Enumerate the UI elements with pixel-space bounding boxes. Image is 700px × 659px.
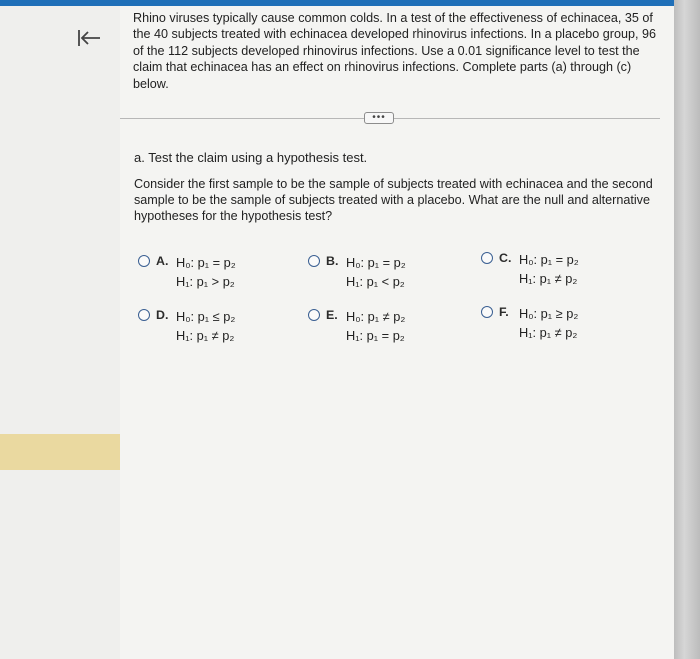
option-e-letter: E. [326,308,338,322]
back-to-first-button[interactable] [74,26,104,50]
radio-e[interactable] [308,309,320,321]
option-e-hypotheses [346,307,405,345]
first-page-arrow-icon [76,28,102,48]
option-c-letter: C. [499,251,512,265]
option-f-hypotheses [519,304,578,342]
option-b-hypotheses [346,253,406,291]
radio-f[interactable] [481,306,493,318]
option-f-h1: H₁: p₁ ≠ p₂ [519,325,578,340]
radio-a[interactable] [138,255,150,267]
right-bezel [674,0,700,659]
option-a-hypotheses [176,253,236,291]
radio-d[interactable] [138,309,150,321]
option-f[interactable] [481,304,578,342]
option-a-h0: H₀: p₁ = p₂ [176,255,236,270]
option-c-h1: H₁: p₁ ≠ p₂ [519,271,578,286]
option-e[interactable] [308,307,405,345]
part-a-prompt: Consider the first sample to be the sample of subjects treated with echinacea and the second sample to be the sample of subjects treated with a placebo. What are the null and alternative hypotheses for the hypothesis test? [134,177,653,223]
option-b-letter: B. [326,254,339,268]
left-rail [0,6,120,659]
option-a-h1: H₁: p₁ > p₂ [176,274,235,289]
rail-highlight [0,434,120,470]
option-f-h0: H₀: p₁ ≥ p₂ [519,306,579,321]
option-b-h0: H₀: p₁ = p₂ [346,255,406,270]
part-a-label: a. Test the claim using a hypothesis test. [134,150,368,165]
option-a[interactable] [138,253,236,291]
option-d-hypotheses [176,307,235,345]
option-c-hypotheses [519,250,579,288]
question-text: Rhino viruses typically cause common colds. In a test of the effectiveness of echinacea, 35 of the 40 subjects treated with echinacea developed rhinovirus infections. In a placebo group, 96 of the 112 subjects developed rhinovirus infections. Use a 0.01 significance level to test the claim that echinacea has an effect on rhinovirus infections. Complete parts (a) through (c) below. [133,11,656,91]
radio-c[interactable] [481,252,493,264]
option-f-letter: F. [499,305,509,319]
option-e-h1: H₁: p₁ = p₂ [346,328,405,343]
option-d[interactable] [138,307,235,345]
option-b-h1: H₁: p₁ < p₂ [346,274,405,289]
option-d-h0: H₀: p₁ ≤ p₂ [176,309,236,324]
option-c-h0: H₀: p₁ = p₂ [519,252,579,267]
option-e-h0: H₀: p₁ ≠ p₂ [346,309,406,324]
option-d-letter: D. [156,308,169,322]
radio-b[interactable] [308,255,320,267]
option-c[interactable] [481,250,579,288]
option-d-h1: H₁: p₁ ≠ p₂ [176,328,235,343]
option-b[interactable] [308,253,406,291]
option-a-letter: A. [156,254,169,268]
expand-more-button[interactable]: ••• [364,112,394,124]
